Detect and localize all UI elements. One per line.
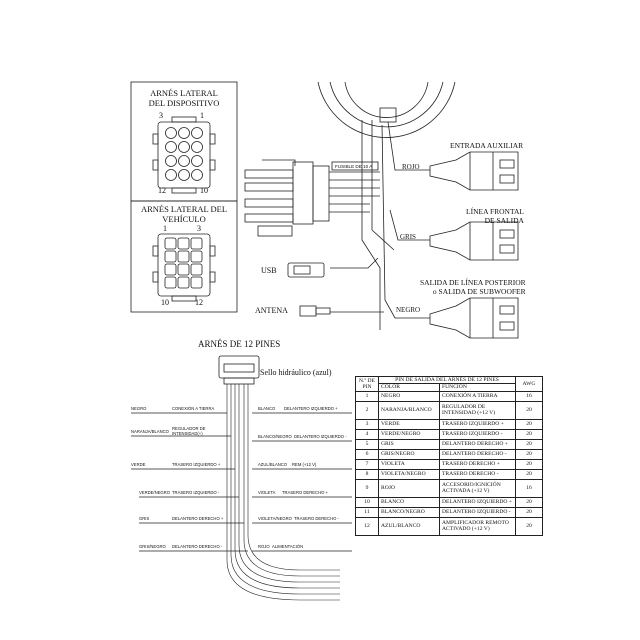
- cell-awg: 20: [516, 449, 543, 459]
- cell-color: VIOLETA/NEGRO: [379, 469, 440, 479]
- table-row: [356, 469, 543, 479]
- harness12-title: ARNÉS DE 12 PINES: [198, 339, 281, 349]
- cell-func: ACCESORIO/IGNICIÓN ACTIVADA (+12 V): [440, 479, 516, 497]
- header-pin: N.º DE PIN: [356, 377, 379, 392]
- cell-func: TRASERO DERECHO +: [440, 459, 516, 469]
- cell-awg: 20: [516, 419, 543, 429]
- table-row: [356, 391, 543, 401]
- cell-color: VIOLETA: [379, 459, 440, 469]
- vehicle-pin-grid: [165, 238, 202, 288]
- wire-label-rojo: ROJO: [402, 163, 420, 171]
- table-row: [356, 507, 543, 517]
- header-color: COLOR: [379, 384, 440, 391]
- cell-func: DELANTERO DERECHO -: [440, 449, 516, 459]
- left-wire-6-color: GRIS/NEGRO: [139, 544, 166, 549]
- cell-color: AZUL/BLANCO: [379, 517, 440, 535]
- device-harness-title-line2: DEL DISPOSITIVO: [148, 98, 220, 108]
- vehicle-harness-title-line1: ARNÉS LATERAL DEL: [140, 204, 228, 214]
- cell-color: NEGRO: [379, 391, 440, 401]
- cell-pin: 8: [356, 469, 379, 479]
- right-wire-6-color: ROJO: [258, 544, 270, 549]
- cell-awg: 20: [516, 517, 543, 535]
- cell-awg: 20: [516, 459, 543, 469]
- cell-func: DELANTERO DERECHO +: [440, 439, 516, 449]
- device-pin-12-label: 12: [158, 186, 166, 195]
- table-row: [356, 401, 543, 419]
- left-wire-3-color: VERDE: [131, 462, 146, 467]
- right-wire-1-color: BLANCO: [258, 406, 276, 411]
- rear-line-label: [420, 278, 526, 296]
- head-unit-body: [318, 82, 455, 138]
- left-wire-3-func: TRASERO IZQUIERDO +: [172, 462, 221, 467]
- cell-awg: 20: [516, 507, 543, 517]
- right-wire-2-func: DELANTERO IZQUIERDO -: [294, 434, 347, 439]
- rear-line-label-line1: SALIDA DE LÍNEA POSTERIOR: [420, 278, 526, 287]
- left-wire-1-func: CONEXIÓN A TIERRA: [172, 406, 215, 411]
- table-row: [356, 479, 543, 497]
- cell-func: CONEXIÓN A TIERRA: [440, 391, 516, 401]
- cell-pin: 11: [356, 507, 379, 517]
- table-row: [356, 419, 543, 429]
- front-line-connector: [430, 222, 518, 260]
- rear-line-connector: [430, 298, 518, 338]
- right-wire-5-color: VIOLETA/NEGRO: [258, 516, 292, 521]
- fuse-label: FUSIBLE DE 10 A: [335, 163, 373, 169]
- cell-pin: 5: [356, 439, 379, 449]
- device-pin-10-label: 10: [200, 186, 208, 195]
- table-row: [356, 439, 543, 449]
- cell-color: NARANJA/BLANCO: [379, 401, 440, 419]
- device-pin-1-label: 1: [200, 111, 204, 120]
- cell-color: BLANCO: [379, 497, 440, 507]
- harness12-connector: [219, 356, 259, 378]
- left-wire-1-color: NEGRO: [131, 406, 147, 411]
- left-wire-4-func: TRASERO IZQUIERDO -: [172, 490, 220, 495]
- device-harness-title-line1: ARNÉS LATERAL: [150, 88, 218, 98]
- right-wire-4-color: VIOLETA: [258, 490, 276, 495]
- right-wire-4-func: TRASERO DERECHO +: [282, 490, 328, 495]
- aux-in-label: ENTRADA AUXILIAR: [450, 141, 524, 150]
- header-main: PIN DE SALIDA DEL ARNÉS DE 12 PINES: [379, 377, 516, 384]
- cell-pin: 2: [356, 401, 379, 419]
- cell-func: TRASERO IZQUIERDO -: [440, 429, 516, 439]
- left-wire-5-func: DELANTERO DERECHO +: [172, 516, 224, 521]
- table-header-row: [356, 377, 543, 384]
- cell-pin: 9: [356, 479, 379, 497]
- cell-awg: 20: [516, 469, 543, 479]
- cell-pin: 12: [356, 517, 379, 535]
- vehicle-pin-1-label: 1: [163, 224, 167, 233]
- cell-func: TRASERO DERECHO -: [440, 469, 516, 479]
- front-line-label: [466, 207, 524, 225]
- vehicle-pin-10-label: 10: [161, 298, 169, 307]
- left-wire-2-func: REGULADOR DE INTENSIDAD(+): [172, 426, 206, 436]
- vehicle-harness-title-line2: VEHÍCULO: [162, 214, 206, 224]
- right-wire-5-func: TRASERO DERECHO -: [294, 516, 339, 521]
- left-wire-6-func: DELANTERO DERECHO -: [172, 544, 223, 549]
- right-wire-1-func: DELANTERO IZQUIERDO +: [284, 406, 338, 411]
- front-line-label-line1: LÍNEA FRONTAL: [466, 207, 524, 216]
- cell-color: GRIS/NEGRO: [379, 449, 440, 459]
- cell-pin: 3: [356, 419, 379, 429]
- cell-func: DELANTERO IZQUIERDO +: [440, 497, 516, 507]
- pin-table-body: [356, 391, 543, 535]
- device-pin-grid: [166, 128, 203, 181]
- cell-pin: 7: [356, 459, 379, 469]
- table-row: [356, 429, 543, 439]
- table-row: [356, 517, 543, 535]
- cell-func: REGULADOR DE INTENSIDAD (+12 V): [440, 401, 516, 419]
- front-line-label-line2: DE SALIDA: [484, 216, 524, 225]
- table-subheader-row: [356, 384, 543, 391]
- vehicle-pin-12-label: 12: [195, 298, 203, 307]
- usb-plug: [288, 263, 324, 277]
- aux-in-connector: [430, 152, 518, 190]
- cell-func: TRASERO IZQUIERDO +: [440, 419, 516, 429]
- header-awg: AWG: [516, 377, 543, 392]
- device-harness-title: [131, 88, 237, 108]
- table-row: [356, 459, 543, 469]
- cell-pin: 1: [356, 391, 379, 401]
- right-wire-6-func: ALIMENTACIÓN: [272, 544, 304, 549]
- wire-label-negro: NEGRO: [396, 306, 421, 314]
- cell-pin: 6: [356, 449, 379, 459]
- cell-pin: 4: [356, 429, 379, 439]
- right-wire-3-color: AZUL/BLANCO: [258, 462, 288, 467]
- table-row: [356, 497, 543, 507]
- left-wire-5-color: GRIS: [139, 516, 150, 521]
- pin-out-table: [355, 376, 543, 536]
- cell-color: BLANCO/NEGRO: [379, 507, 440, 517]
- left-wire-2-color: NARANJA/BLANCO: [131, 429, 169, 434]
- cell-color: VERDE/NEGRO: [379, 429, 440, 439]
- wire-label-gris: GRIS: [400, 233, 416, 241]
- right-wire-2-color: BLANCO/NEGRO: [258, 434, 292, 439]
- seal-label: Sello hidráulico (azul): [260, 368, 332, 377]
- right-wire-3-func: REM (+12 V): [292, 462, 317, 467]
- cell-awg: 20: [516, 429, 543, 439]
- left-wire-4-color: VERDE/NEGRO: [139, 490, 170, 495]
- cell-color: ROJO: [379, 479, 440, 497]
- device-pin-3-label: 3: [159, 111, 163, 120]
- antenna-label: ANTENA: [255, 306, 288, 315]
- header-func: FUNCIÓN: [440, 384, 516, 391]
- vehicle-pin-3-label: 3: [197, 224, 201, 233]
- cell-awg: 16: [516, 479, 543, 497]
- table-row: [356, 449, 543, 459]
- cell-pin: 10: [356, 497, 379, 507]
- cell-func: DELANTERO IZQUIERDO -: [440, 507, 516, 517]
- cell-awg: 16: [516, 391, 543, 401]
- cell-awg: 20: [516, 401, 543, 419]
- rear-line-label-line2: o SALIDA DE SUBWOOFER: [432, 287, 526, 296]
- cell-color: GRIS: [379, 439, 440, 449]
- cell-awg: 20: [516, 497, 543, 507]
- vehicle-harness-title: [131, 204, 237, 224]
- cell-awg: 20: [516, 439, 543, 449]
- cell-func: AMPLIFICADOR REMOTO ACTIVADO (+12 V): [440, 517, 516, 535]
- cell-color: VERDE: [379, 419, 440, 429]
- usb-label: USB: [261, 266, 277, 275]
